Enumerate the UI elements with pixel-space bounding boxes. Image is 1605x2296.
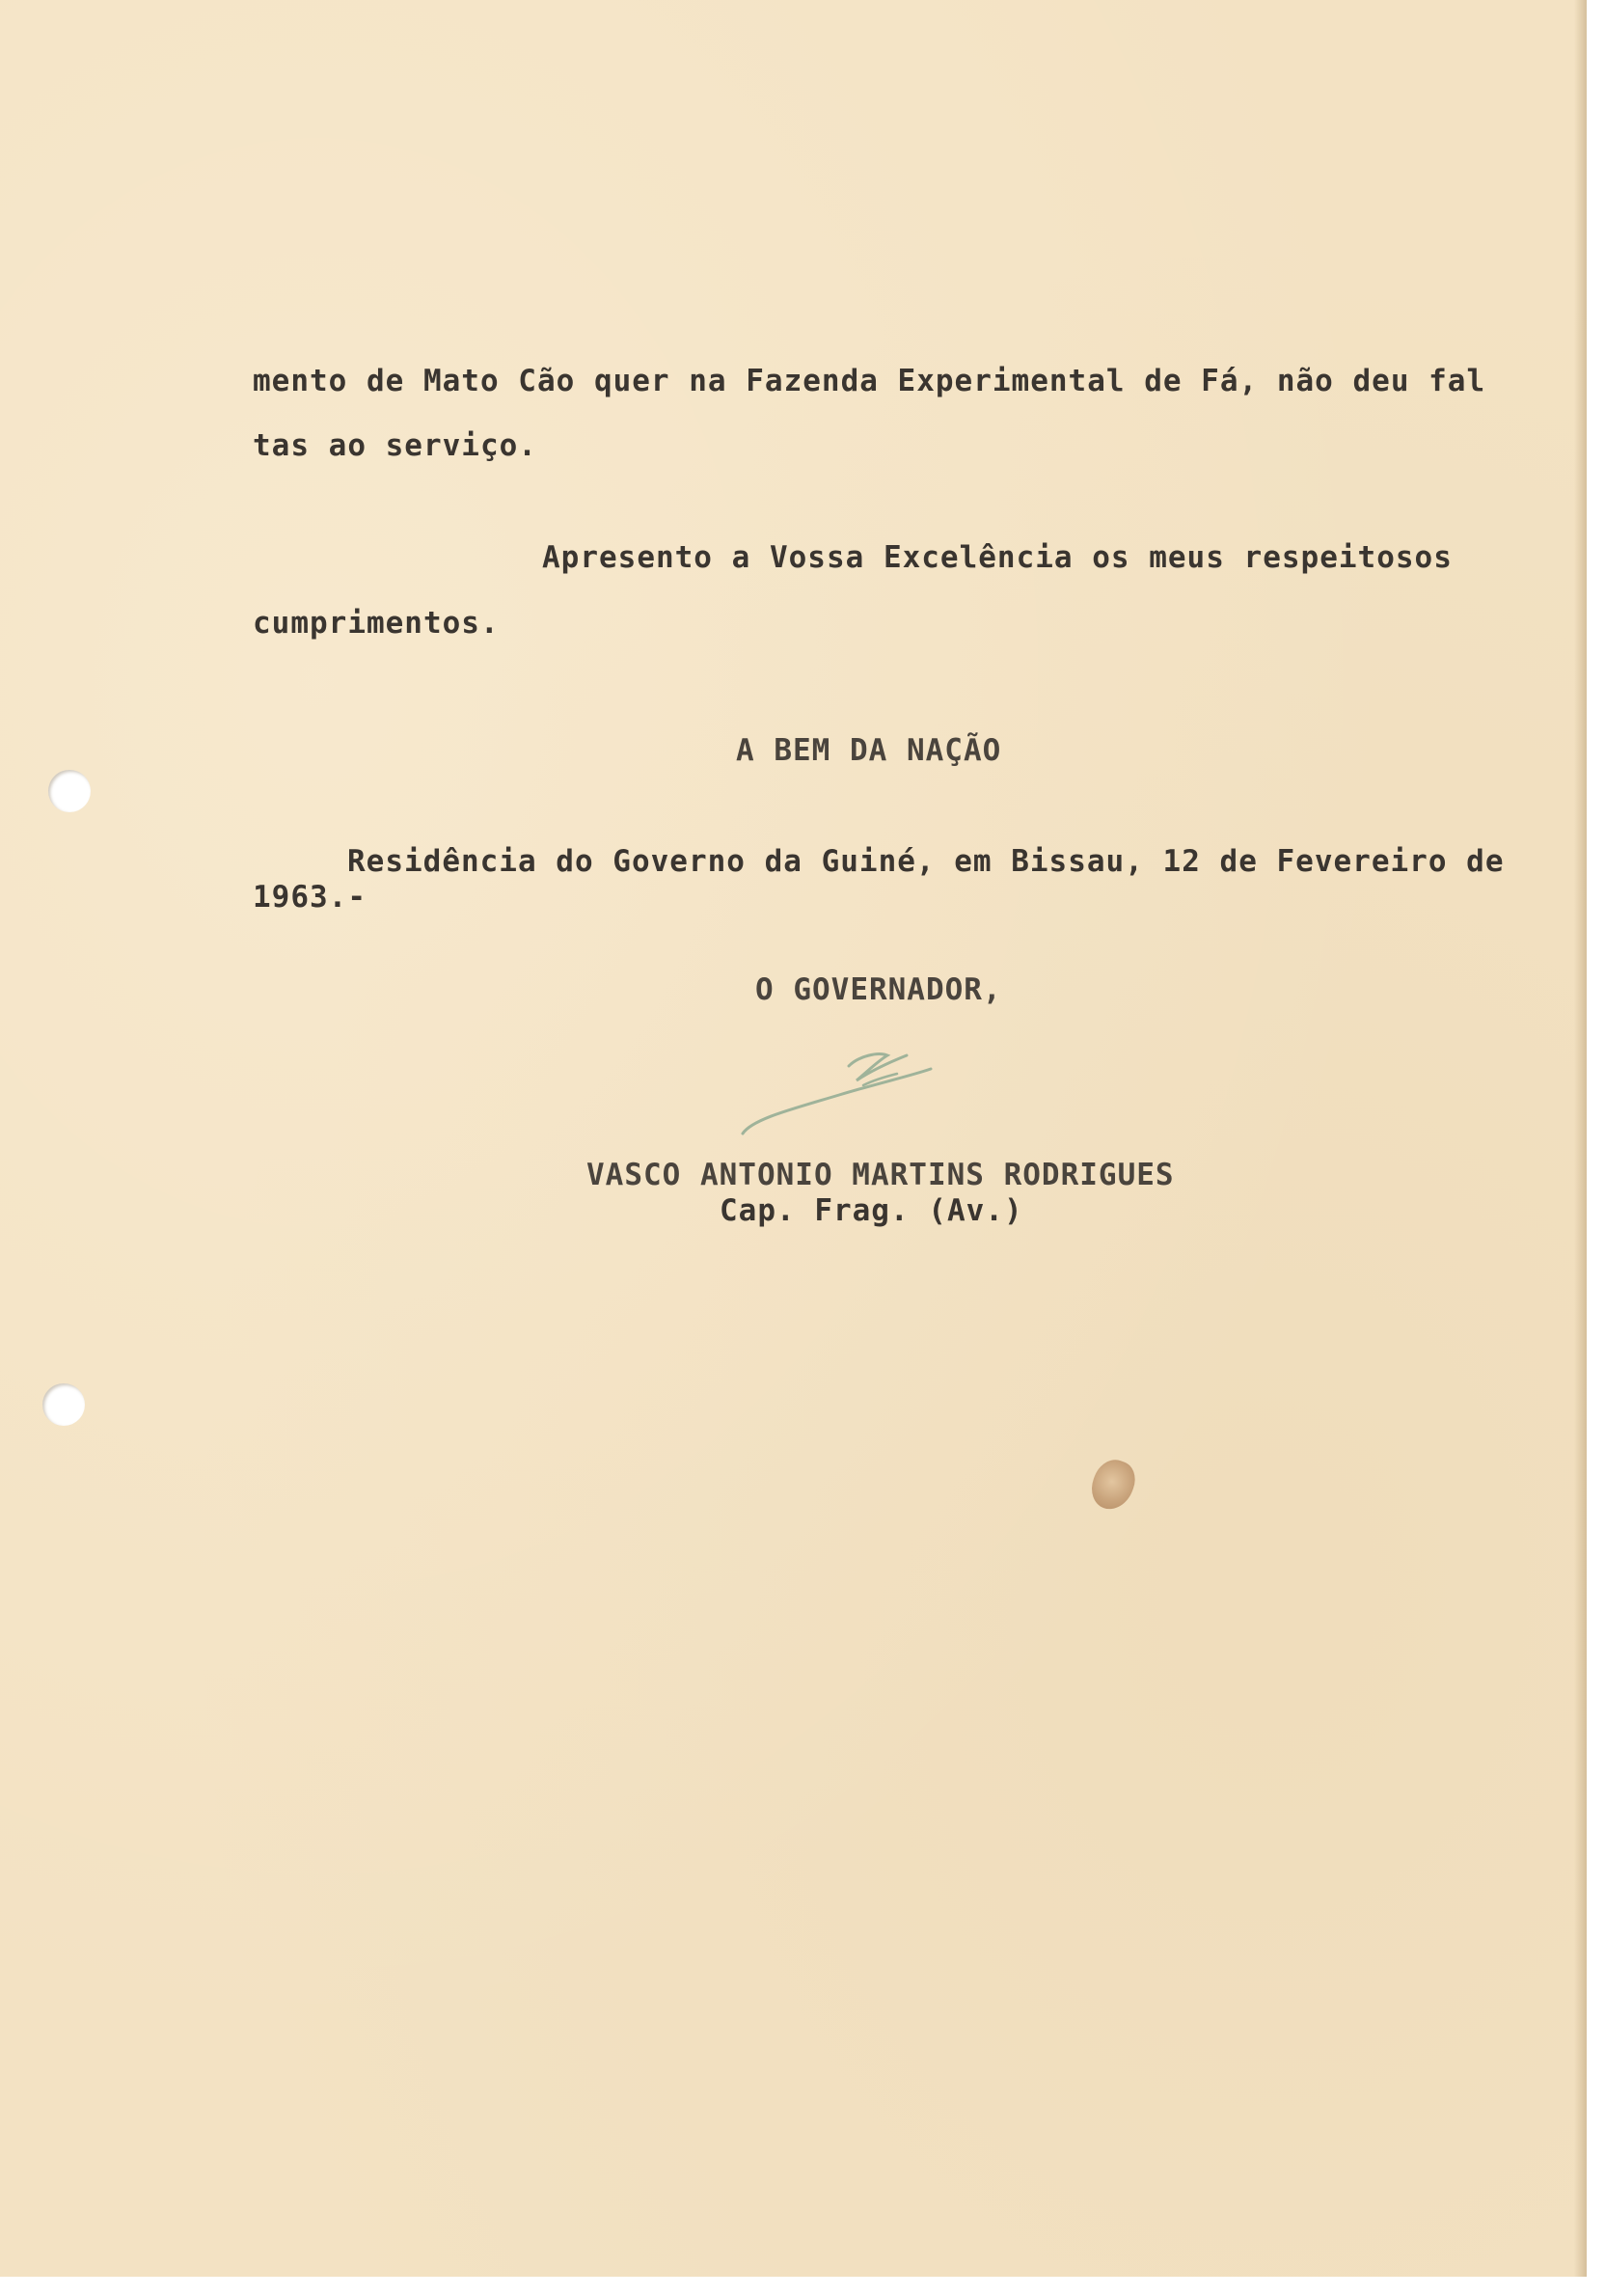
body-line-2: tas ao serviço. <box>253 428 537 463</box>
body-line-4: cumprimentos. <box>253 606 500 641</box>
paper-stain <box>1085 1454 1140 1515</box>
place-date-line-2: 1963.- <box>253 880 367 915</box>
motto: A BEM DA NAÇÃO <box>736 733 1002 768</box>
signatory-title: O GOVERNADOR, <box>755 972 1002 1007</box>
punch-hole-top <box>48 770 91 812</box>
page-edge-shadow <box>1574 0 1587 2277</box>
handwritten-signature <box>733 1042 945 1148</box>
body-line-3: Apresento a Vossa Excelência os meus respeitosos <box>542 540 1453 575</box>
body-line-1: mento de Mato Cão quer na Fazenda Experimental de Fá, não deu fal <box>253 364 1486 398</box>
punch-hole-bottom <box>42 1383 85 1426</box>
scan-margin-bottom <box>0 2277 1605 2296</box>
signatory-rank: Cap. Frag. (Av.) <box>720 1193 1023 1228</box>
place-date-line-1: Residência do Governo da Guiné, em Bissau, 12 de Fevereiro de <box>347 844 1505 879</box>
signatory-name: VASCO ANTONIO MARTINS RODRIGUES <box>586 1158 1175 1192</box>
scan-margin-right <box>1587 0 1605 2296</box>
